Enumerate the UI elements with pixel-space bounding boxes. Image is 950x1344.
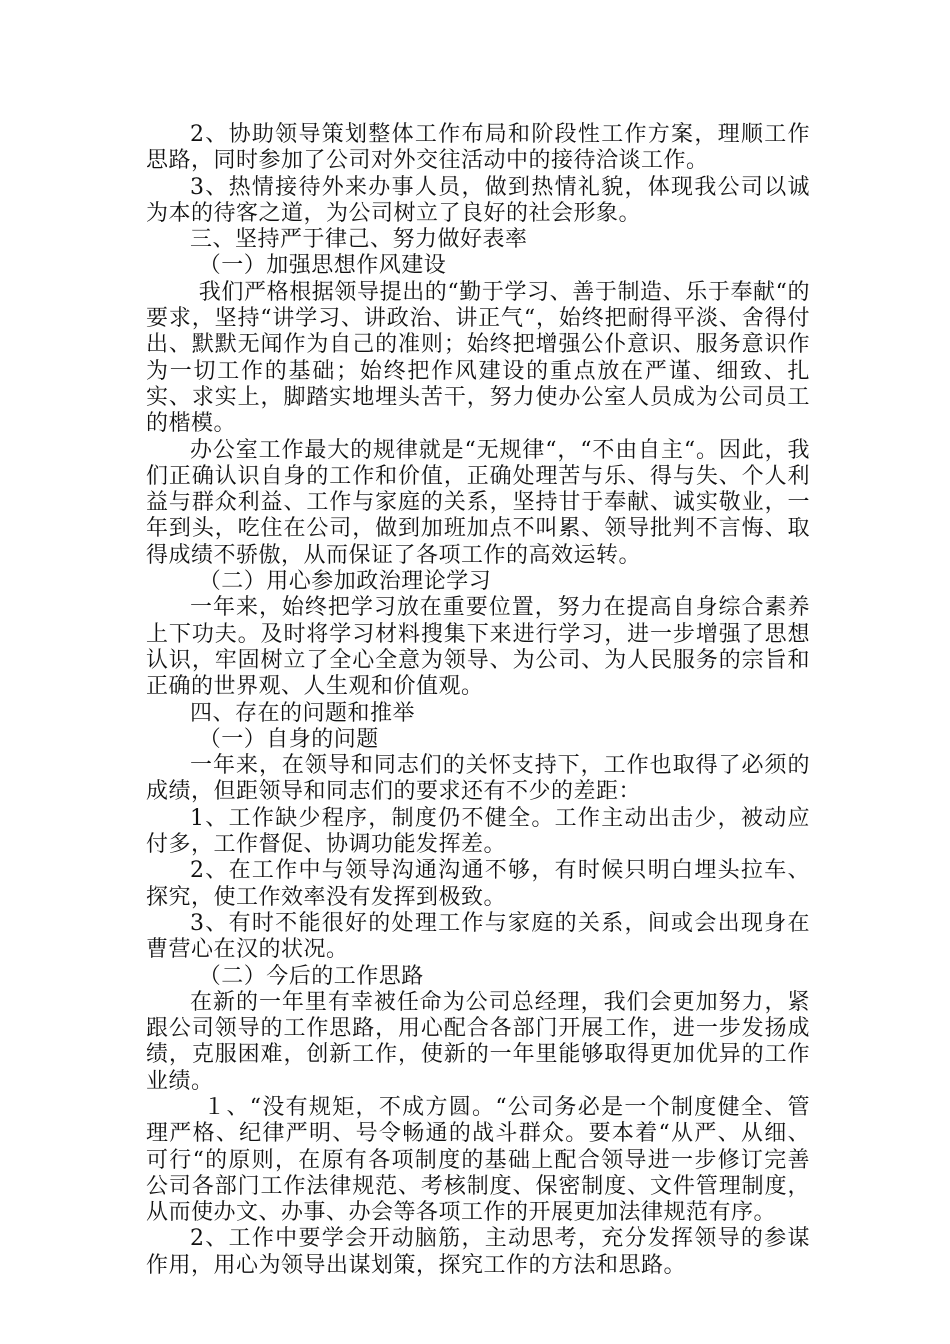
paragraph: 在新的一年里有幸被任命为公司总经理，我们会更加努力，紧跟公司领导的工作思路，用心配合各部门开展工作，进一步发扬成绩，克服困难，创新工作，使新的一年里能够取得更加优异的工作业绩。 xyxy=(146,989,810,1094)
subsection-heading: （二）今后的工作思路 xyxy=(198,963,424,989)
paragraph: 2、协助领导策划整体工作布局和阶段性工作方案，理顺工作思路，同时参加了公司对外交往活动中的接待洽谈工作。 xyxy=(146,122,810,174)
paragraph: 我们严格根据领导提出的“勤于学习、善于制造、乐于奉献“的要求，坚持“讲学习、讲政治、讲正气“，始终把耐得平淡、舍得付出、默默无闻作为自己的准则；始终把增强公仆意识、服务意识作为一切工作的基础；始终把作风建设的重点放在严谨、细致、扎实、求实上，脚踏实地埋头苦干，努力使办公室人员成为公司员工的楷模。 xyxy=(146,279,810,437)
paragraph: 办公室工作最大的规律就是“无规律“，“不由自主“。因此，我们正确认识自身的工作和价值，正确处理苦与乐、得与失、个人利益与群众利益、工作与家庭的关系，坚持甘于奉献、诚实敬业，一年到头，吃住在公司，做到加班加点不叫累、领导批判不言悔、取得成绩不骄傲，从而保证了各项工作的高效运转。 xyxy=(146,437,810,568)
section-heading: 四、存在的问题和推举 xyxy=(190,700,416,726)
subsection-heading: （一）自身的问题 xyxy=(198,726,379,752)
list-item: １、“没有规矩，不成方圆。“公司务必是一个制度健全、管理严格、纪律严明、号令畅通的战斗群众。要本着“从严、从细、可行“的原则，在原有各项制度的基础上配合领导进一步修订完善公司各部门工作法律规范、考核制度、保密制度、文件管理制度，从而使办文、办事、办会等各项工作的开展更加法律规范有序。 xyxy=(146,1094,810,1226)
subsection-heading: （一）加强思想作风建设 xyxy=(198,253,447,279)
paragraph: 一年来，在领导和同志们的关怀支持下，工作也取得了必须的成绩，但距领导和同志们的要求还有不少的差距： xyxy=(146,753,810,805)
document-body xyxy=(146,122,810,1279)
list-item: 1、工作缺少程序，制度仍不健全。工作主动出击少，被动应付多，工作督促、协调功能发挥差。 xyxy=(146,805,810,858)
paragraph: 3、热情接待外来办事人员，做到热情礼貌，体现我公司以诚为本的待客之道，为公司树立了良好的社会形象。 xyxy=(146,174,810,226)
paragraph: 一年来，始终把学习放在重要位置，努力在提高自身综合素养上下功夫。及时将学习材料搜集下来进行学习，进一步增强了思想认识，牢固树立了全心全意为领导、为公司、为人民服务的宗旨和正确的世界观、人生观和价值观。 xyxy=(146,595,810,700)
subsection-heading: （二）用心参加政治理论学习 xyxy=(198,569,492,595)
section-heading: 三、坚持严于律己、努力做好表率 xyxy=(190,227,528,253)
list-item: 2、工作中要学会开动脑筋，主动思考，充分发挥领导的参谋作用，用心为领导出谋划策，探究工作的方法和思路。 xyxy=(146,1226,810,1278)
list-item: 2、在工作中与领导沟通沟通不够，有时候只明白埋头拉车、探究，使工作效率没有发挥到极致。 xyxy=(146,858,810,910)
list-item: 3、有时不能很好的处理工作与家庭的关系，间或会出现身在曹营心在汉的状况。 xyxy=(146,910,810,963)
